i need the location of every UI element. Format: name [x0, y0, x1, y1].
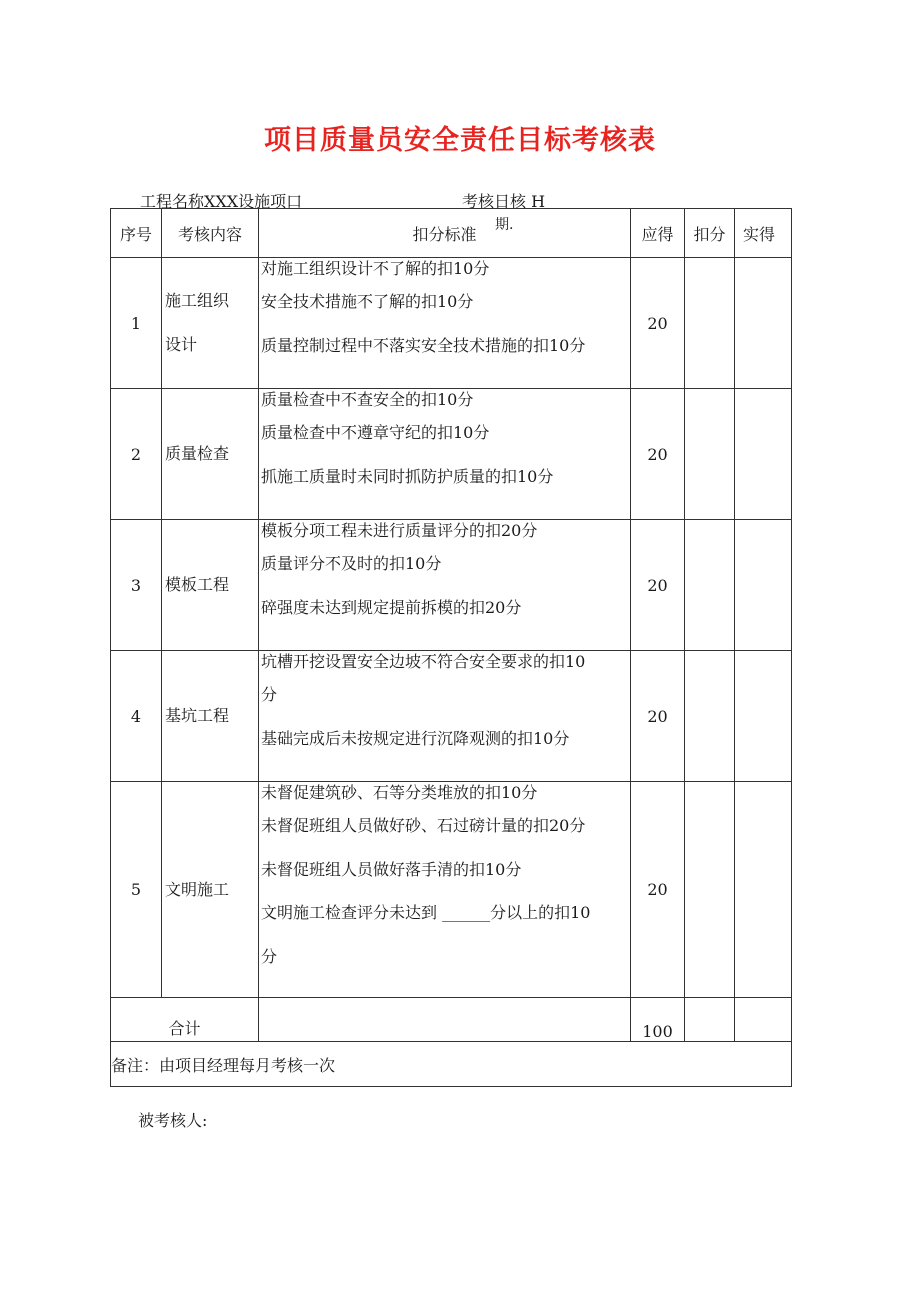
criteria-line: 分: [261, 946, 278, 966]
header-criteria: 扣分标准: [259, 209, 631, 258]
row-actual-cell[interactable]: [735, 389, 792, 520]
total-deduct-cell[interactable]: [685, 998, 735, 1042]
remark-row: [111, 1042, 792, 1087]
row-content-line: 模板工程: [165, 575, 230, 594]
row-should-score: 20: [631, 782, 685, 998]
row-criteria: [259, 389, 631, 520]
row-criteria: [259, 258, 631, 389]
criteria-line: 坑槽开挖设置安全边坡不符合安全要求的扣10: [261, 652, 586, 671]
row-should-score: 20: [631, 651, 685, 782]
row-content: [162, 520, 259, 651]
row-should-score: 20: [631, 389, 685, 520]
row-criteria: [259, 520, 631, 651]
total-criteria-cell: [259, 998, 631, 1042]
header-seq: 序号: [111, 209, 162, 258]
criteria-line: 碎强度未达到规定提前拆模的扣20分: [261, 597, 522, 617]
row-content-line: 文明施工: [165, 879, 230, 899]
header-actual-score: 实得: [735, 209, 792, 258]
row-seq: 4: [111, 651, 162, 782]
criteria-line: 模板分项工程未进行质量评分的扣20分: [261, 521, 538, 540]
row-seq: 3: [111, 520, 162, 651]
header-row: [111, 209, 792, 258]
row-deduct-cell[interactable]: [685, 782, 735, 998]
total-label: 合计: [111, 998, 259, 1042]
row-content: [162, 651, 259, 782]
project-name: 工程名称XXX设施项口: [140, 192, 303, 211]
row-deduct-cell[interactable]: [685, 258, 735, 389]
row-actual-cell[interactable]: [735, 782, 792, 998]
row-seq: 1: [111, 258, 162, 389]
row-should-score: 20: [631, 258, 685, 389]
row-content-line: 基坑工程: [165, 706, 230, 725]
assessment-date-tail: 期.: [495, 217, 514, 233]
row-content-line: 设计: [165, 335, 198, 354]
criteria-line: 文明施工检查评分未达到 ______分以上的扣10: [261, 903, 591, 922]
table-row: [111, 389, 792, 520]
form-title: 项目质量员安全责任目标考核表: [264, 125, 656, 156]
row-seq: 5: [111, 782, 162, 998]
header-should-score: 应得: [631, 209, 685, 258]
row-content-line: 质量检查: [165, 444, 230, 463]
header-deduct-score: 扣分: [685, 209, 735, 258]
row-content-line: 施工组织: [165, 291, 230, 310]
table-row: [111, 258, 792, 389]
row-seq: 2: [111, 389, 162, 520]
row-content: [162, 258, 259, 389]
row-deduct-cell[interactable]: [685, 520, 735, 651]
total-should-score: 100: [631, 998, 685, 1042]
remark-text: 备注：由项目经理每月考核一次: [111, 1042, 792, 1087]
table-row: [111, 520, 792, 651]
table-row: [111, 782, 792, 998]
row-should-score: 20: [631, 520, 685, 651]
row-actual-cell[interactable]: [735, 520, 792, 651]
criteria-line: 抓施工质量时未同时抓防护质量的扣10分: [261, 466, 554, 486]
criteria-line: 质量检查中不遵章守纪的扣10分: [261, 423, 490, 442]
row-content: [162, 389, 259, 520]
row-actual-cell[interactable]: [735, 651, 792, 782]
row-criteria: [259, 651, 631, 782]
assessment-table: [110, 208, 792, 1087]
reviewee-label: 被考核人:: [138, 1111, 208, 1130]
assessment-date-label: 考核日核 H: [462, 192, 546, 211]
header-content: 考核内容: [162, 209, 259, 258]
criteria-line: 未督促班组人员做好落手清的扣10分: [261, 859, 522, 879]
criteria-line: 未督促建筑砂、石等分类堆放的扣10分: [261, 783, 538, 802]
criteria-line: 质量评分不及时的扣10分: [261, 554, 442, 573]
criteria-line: 质量控制过程中不落实安全技术措施的扣10分: [261, 335, 586, 355]
criteria-line: 基础完成后未按规定进行沉降观测的扣10分: [261, 728, 570, 748]
table-row: [111, 651, 792, 782]
criteria-line: 未督促班组人员做好砂、石过磅计量的扣20分: [261, 816, 586, 835]
criteria-line: 对施工组织设计不了解的扣10分: [261, 259, 490, 278]
row-criteria: [259, 782, 631, 998]
total-actual-cell[interactable]: [735, 998, 792, 1042]
row-actual-cell[interactable]: [735, 258, 792, 389]
criteria-line: 质量检查中不查安全的扣10分: [261, 390, 474, 409]
row-content: [162, 782, 259, 998]
criteria-line: 安全技术措施不了解的扣10分: [261, 292, 474, 311]
total-row: [111, 998, 792, 1042]
criteria-line: 分: [261, 685, 278, 704]
row-deduct-cell[interactable]: [685, 389, 735, 520]
row-deduct-cell[interactable]: [685, 651, 735, 782]
